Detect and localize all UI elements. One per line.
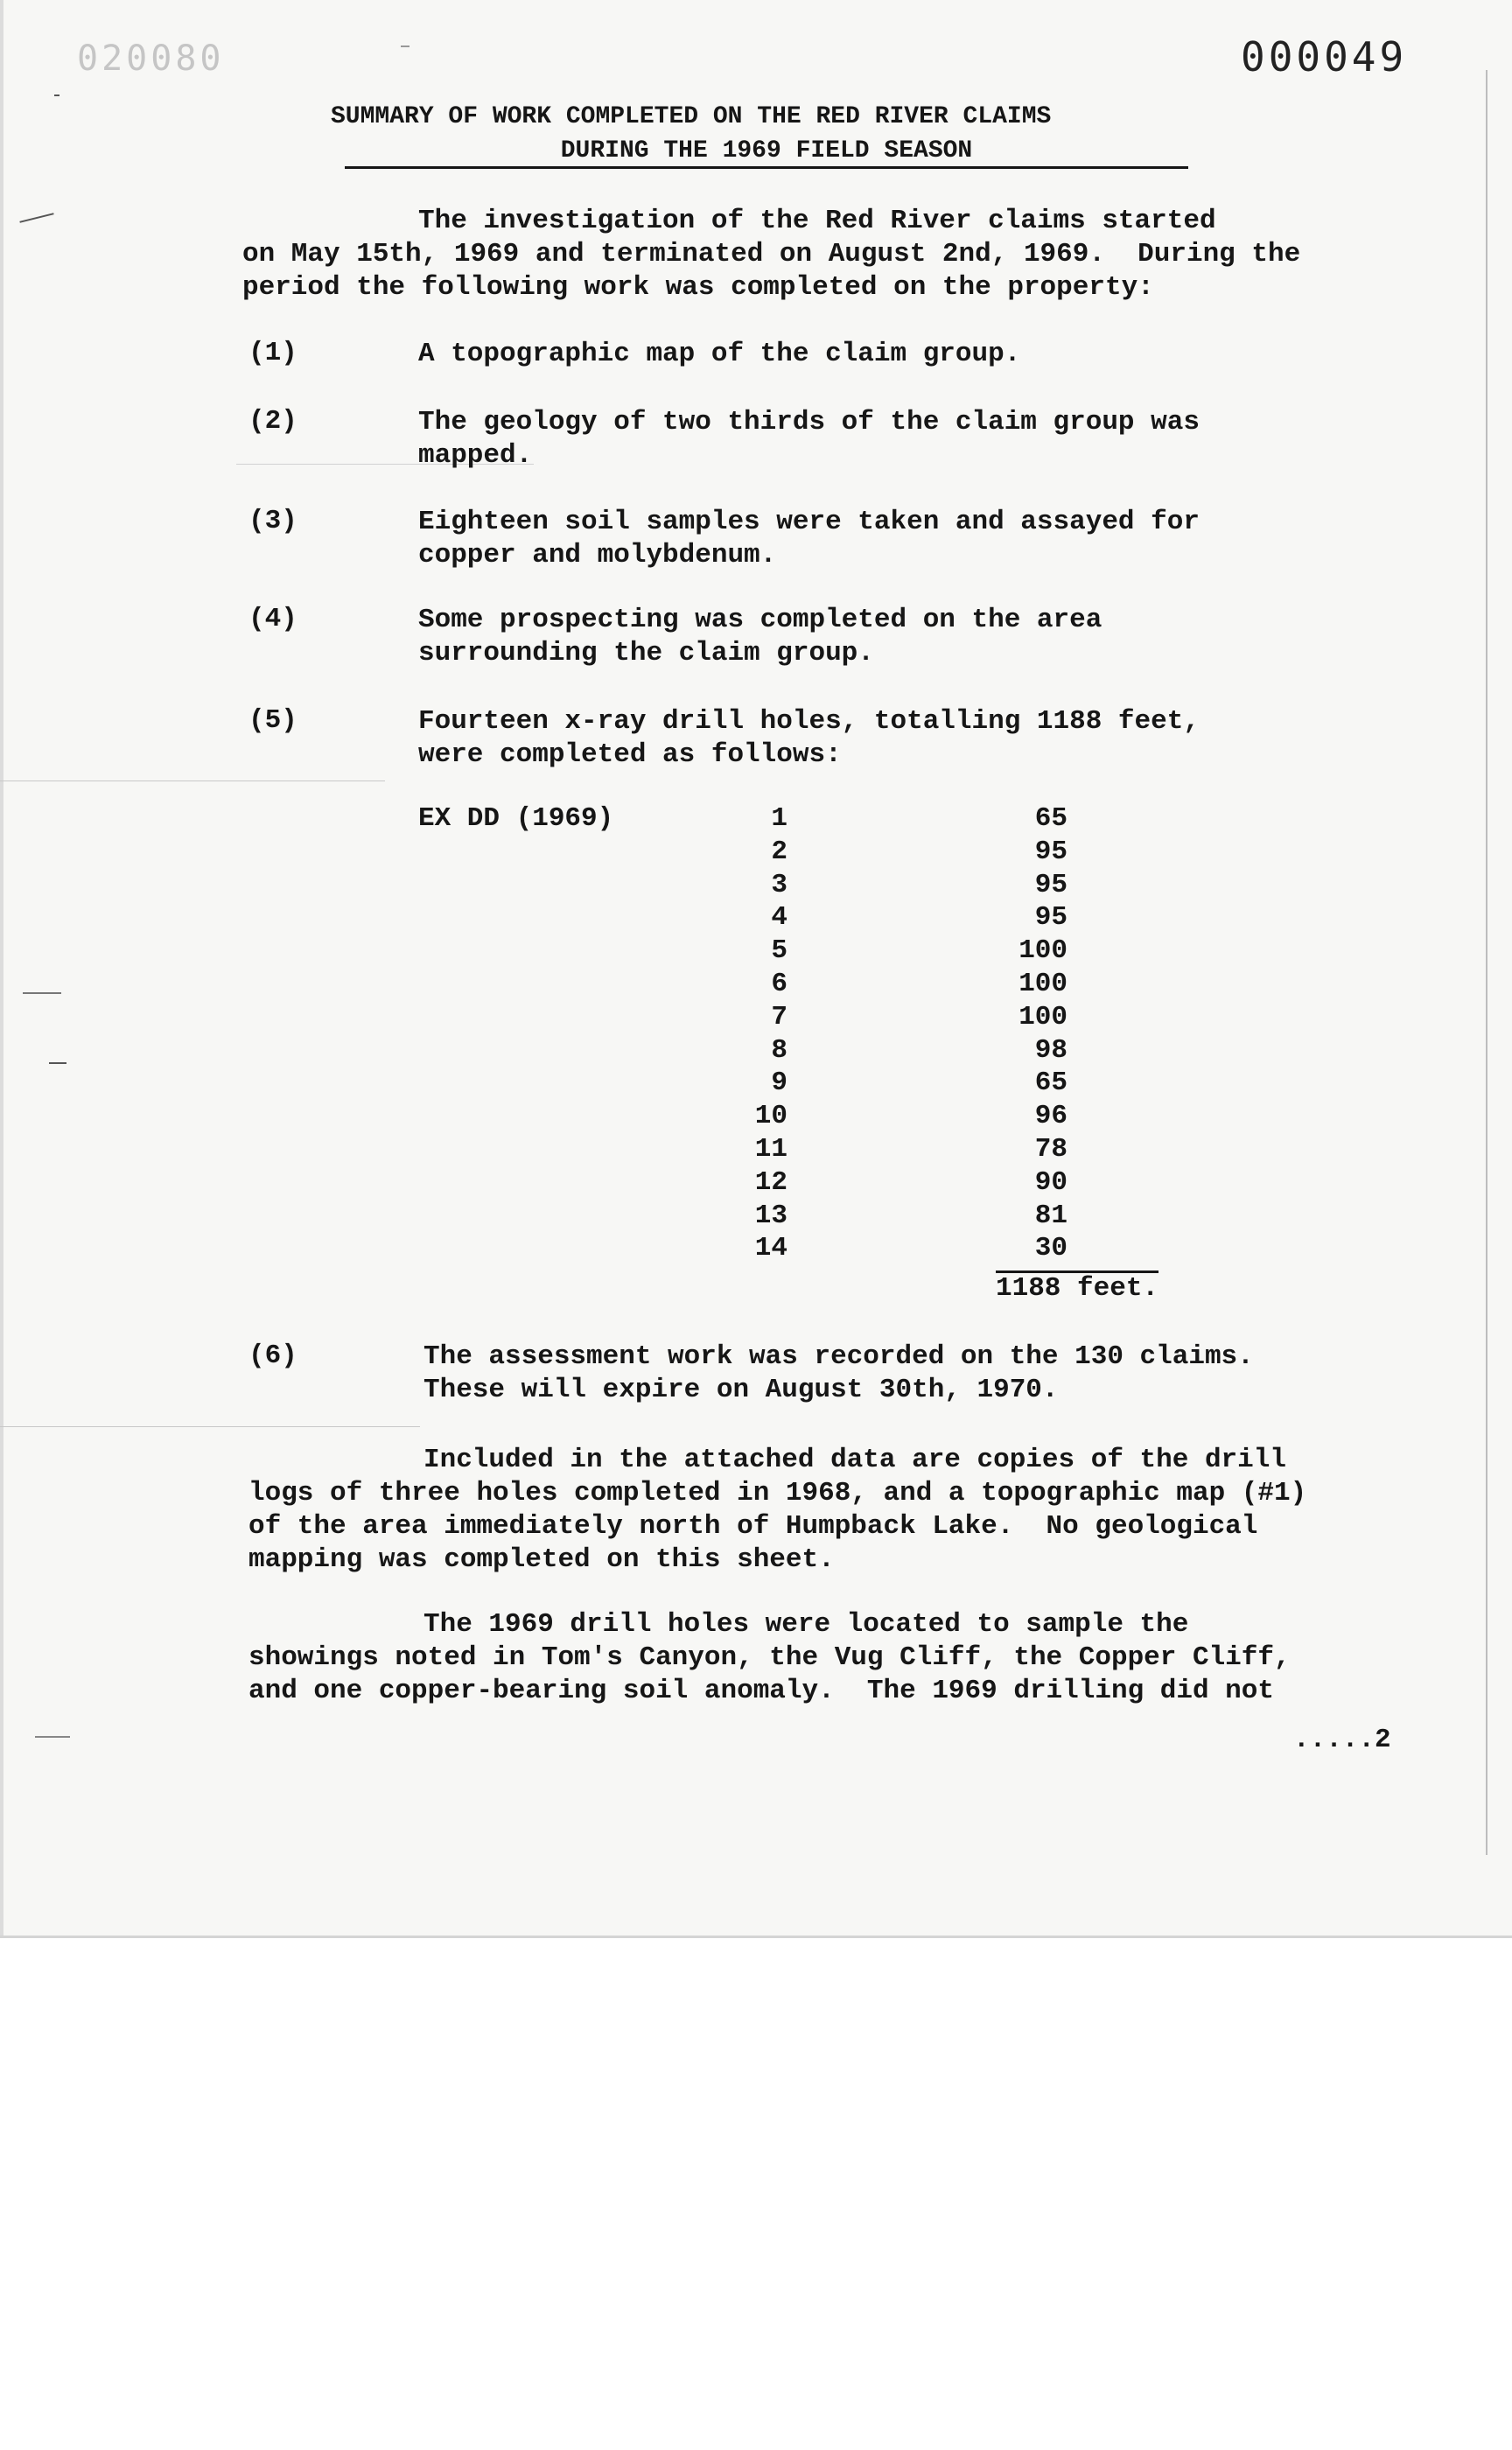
margin-mark	[35, 1736, 70, 1738]
drill-hole-feet: 95	[1034, 836, 1068, 867]
drill-hole-feet: 96	[1034, 1101, 1068, 1131]
drill-total: 1188 feet.	[996, 1270, 1158, 1304]
drill-hole-feet: 98	[1034, 1035, 1068, 1066]
faint-page-number: 020080	[77, 38, 225, 79]
drill-hole-number: 12	[754, 1167, 788, 1198]
document-title: SUMMARY OF WORK COMPLETED ON THE RED RIVER CLAIMS	[331, 103, 1052, 130]
item-number: (3)	[248, 506, 298, 536]
item-text: The geology of two thirds of the claim group was	[418, 407, 1200, 438]
item-number: (1)	[248, 338, 298, 368]
drill-hole-number: 1	[771, 803, 788, 834]
item-text: Some prospecting was completed on the area	[418, 605, 1102, 635]
drill-hole-number: 7	[771, 1002, 788, 1032]
document-subtitle: DURING THE 1969 FIELD SEASON	[345, 137, 1188, 169]
paragraph-line: showings noted in Tom's Canyon, the Vug Cliff, the Copper Cliff,	[248, 1642, 1291, 1673]
drill-hole-number: 2	[771, 836, 788, 867]
scan-speck	[401, 46, 410, 47]
drill-hole-feet: 78	[1034, 1134, 1068, 1165]
fold-line	[0, 780, 385, 781]
margin-mark	[23, 992, 61, 994]
fold-line	[0, 1426, 420, 1427]
item-text: The assessment work was recorded on the 130 claims.	[424, 1341, 1254, 1372]
drill-hole-feet: 90	[1034, 1167, 1068, 1198]
item-number: (6)	[248, 1340, 298, 1371]
paragraph-line: of the area immediately north of Humpback Lake. No geological	[248, 1511, 1258, 1542]
drill-hole-feet: 65	[1034, 803, 1068, 834]
item-number: (4)	[248, 604, 298, 634]
item-text: A topographic map of the claim group.	[418, 339, 1021, 369]
paragraph-line: logs of three holes completed in 1968, and a topographic map (#1)	[248, 1478, 1307, 1508]
drill-hole-number: 14	[754, 1233, 788, 1264]
drill-hole-feet: 95	[1034, 902, 1068, 933]
item-text: These will expire on August 30th, 1970.	[424, 1375, 1059, 1405]
page-number: 000049	[1241, 33, 1408, 80]
drill-hole-number: 13	[754, 1200, 788, 1231]
item-text: mapped.	[418, 440, 533, 471]
drill-hole-number: 10	[754, 1101, 788, 1131]
drill-table-label: EX DD (1969)	[418, 803, 614, 834]
paragraph-line: mapping was completed on this sheet.	[248, 1544, 835, 1575]
margin-mark	[19, 213, 53, 223]
paragraph-line: and one copper-bearing soil anomaly. The 1969 drilling did not	[248, 1676, 1274, 1706]
drill-hole-number: 11	[754, 1134, 788, 1165]
drill-hole-number: 3	[771, 870, 788, 900]
item-number: (5)	[248, 705, 298, 736]
drill-hole-number: 4	[771, 902, 788, 933]
item-text: Fourteen x-ray drill holes, totalling 1188 feet,	[418, 706, 1200, 737]
continuation-marker: .....2	[1293, 1725, 1391, 1755]
drill-hole-feet: 100	[1018, 1002, 1068, 1032]
drill-hole-number: 9	[771, 1068, 788, 1098]
drill-hole-number: 5	[771, 935, 788, 966]
intro-line: The investigation of the Red River claims started	[418, 206, 1216, 236]
intro-line: period the following work was completed on the property:	[242, 272, 1154, 303]
margin-mark	[49, 1062, 66, 1064]
item-text: Eighteen soil samples were taken and assayed for	[418, 507, 1200, 537]
paragraph-line: The 1969 drill holes were located to sample the	[424, 1609, 1189, 1640]
drill-hole-feet: 81	[1034, 1200, 1068, 1231]
drill-hole-feet: 65	[1034, 1068, 1068, 1098]
paragraph-line: Included in the attached data are copies of the drill	[424, 1445, 1286, 1475]
intro-line: on May 15th, 1969 and terminated on August 2nd, 1969. During the	[242, 239, 1301, 270]
drill-hole-feet: 100	[1018, 935, 1068, 966]
drill-hole-feet: 100	[1018, 969, 1068, 999]
drill-hole-number: 8	[771, 1035, 788, 1066]
drill-hole-number: 6	[771, 969, 788, 999]
drill-hole-feet: 30	[1034, 1233, 1068, 1264]
item-text: were completed as follows:	[418, 739, 842, 770]
drill-hole-feet: 95	[1034, 870, 1068, 900]
item-number: (2)	[248, 406, 298, 437]
item-text: copper and molybdenum.	[418, 540, 777, 570]
scan-speck	[54, 94, 60, 96]
item-text: surrounding the claim group.	[418, 638, 874, 668]
